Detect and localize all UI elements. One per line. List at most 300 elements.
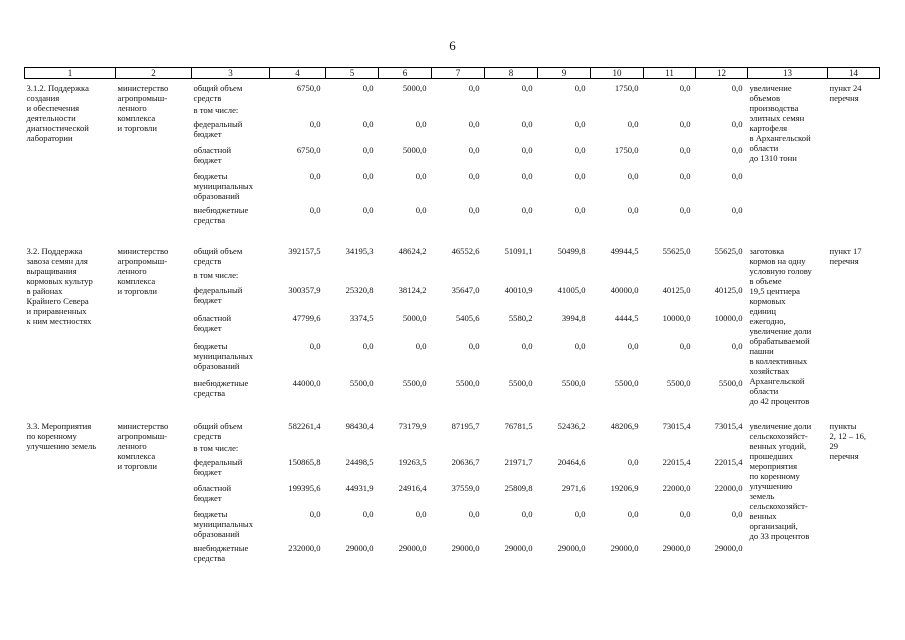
funding-amount: 29000,0 (714, 543, 743, 553)
funding-source-text-line: средства (193, 387, 226, 398)
funding-source-text-line: образований (193, 191, 240, 201)
funding-amount: 73015,4 (662, 421, 691, 431)
activity-name-text-line: завоза семян для (26, 256, 88, 266)
expected-result-text-line: хозяйствах (749, 366, 790, 376)
funding-amount: 48624,2 (398, 246, 427, 256)
funding-amount: 0,0 (468, 205, 480, 215)
funding-source-text (194, 205, 268, 225)
funding-amount: 10000,0 (662, 313, 691, 323)
funding-amount: 5500,0 (508, 377, 533, 388)
funding-amount: 0,0 (309, 205, 321, 215)
funding-amount (538, 443, 591, 457)
executor-text-line: министерство (117, 246, 169, 256)
funding-amount (644, 270, 696, 285)
funding-amount: 0,0 (627, 341, 639, 352)
activity-funding-row (25, 246, 880, 270)
funding-amount (696, 105, 748, 119)
column-number: 9 (538, 68, 591, 79)
funding-amount: 5500,0 (614, 377, 639, 388)
executor (116, 83, 192, 231)
activity-name-text-line: диагностической (26, 123, 89, 133)
funding-amount: 49944,5 (610, 246, 639, 256)
executor-text (118, 83, 190, 133)
funding-amount: 0,0 (574, 83, 586, 93)
activity-name-text-line: 3.2. Поддержка (26, 246, 83, 256)
expected-result-text-line: условную голову (749, 266, 812, 276)
funding-amount: 0,0 (362, 171, 374, 181)
funding-amount: 0,0 (627, 171, 639, 181)
funding-amount: 0,0 (309, 341, 321, 352)
executor-text-line: комплекса (117, 451, 156, 461)
funding-amount: 40125,0 (662, 284, 691, 295)
funding-source-label (192, 457, 270, 483)
funding-amount: 35647,0 (451, 284, 480, 295)
funding-source-text-line: средств (193, 93, 222, 103)
funding-amount: 0,0 (521, 509, 533, 519)
activity-name-text-line: по коренному (26, 431, 77, 441)
funding-amount: 0,0 (521, 341, 533, 352)
expected-result-text-line: сельскохозяйст- (749, 501, 808, 511)
expected-result (748, 246, 828, 406)
expected-result-text-line: в Архангельской (749, 133, 811, 143)
funding-amount: 0,0 (574, 171, 586, 181)
expected-result-text-line: элитных семян (749, 113, 805, 123)
expected-result-text-line: увеличение доли (749, 421, 812, 431)
funding-amount: 40125,0 (714, 284, 743, 295)
funding-amount: 5405,6 (455, 313, 480, 323)
funding-source-label (192, 378, 270, 406)
funding-amount: 0,0 (521, 119, 533, 129)
column-number: 14 (828, 68, 880, 79)
funding-source-text (194, 171, 268, 201)
funding-amount: 46552,6 (451, 246, 480, 256)
activity-name-text-line: улучшению земель (26, 441, 97, 451)
funding-amount: 5500,0 (455, 377, 480, 388)
funding-source-text-line: бюджет (193, 493, 222, 503)
funding-amount: 0,0 (679, 509, 691, 519)
funding-amount: 20464,6 (557, 457, 586, 467)
list-reference-text-line: перечня (829, 93, 859, 103)
funding-amount: 55625,0 (662, 246, 691, 256)
funding-source-label (192, 270, 270, 285)
expected-result-text-line: до 33 процентов (749, 531, 810, 541)
funding-amount: 0,0 (627, 205, 639, 215)
activity-name (25, 83, 116, 231)
funding-amount (379, 443, 432, 457)
funding-amount: 150865,8 (288, 457, 321, 467)
expected-result-text-line: венных угодий, (749, 441, 807, 451)
funding-source-text (194, 483, 268, 503)
funding-amount: 73179,9 (398, 421, 427, 431)
funding-amount: 5500,0 (402, 377, 427, 388)
expected-result-text-line: обрабатываемой (749, 336, 810, 346)
activity-name-text-line: кормовых культур (26, 276, 93, 286)
funding-amount: 40000,0 (610, 284, 639, 295)
activity-name-text-line: 3.1.2. Поддержка (26, 83, 89, 93)
funding-amount: 0,0 (627, 509, 639, 519)
funding-amount: 3374,5 (349, 313, 374, 323)
executor (116, 246, 192, 406)
funding-amount: 24498,5 (345, 457, 374, 467)
funding-amount: 22015,4 (714, 457, 743, 467)
funding-source-text-line: бюджет (193, 155, 222, 165)
column-number: 10 (591, 68, 644, 79)
funding-source-text-line: средства (193, 215, 226, 225)
funding-amount: 22000,0 (714, 483, 743, 493)
funding-amount: 41005,0 (557, 284, 586, 295)
activity-funding-row (25, 83, 880, 105)
expected-result-text-line: увеличение доли (749, 326, 812, 336)
funding-amount: 51091,1 (504, 246, 533, 256)
funding-amount: 10000,0 (714, 313, 743, 323)
funding-source-text-line: областной (193, 313, 232, 323)
funding-source-text-line: средств (193, 431, 222, 441)
funding-amount: 73015,4 (714, 421, 743, 431)
funding-source-text (194, 246, 268, 266)
executor-text-line: агропромыш- (117, 256, 168, 266)
funding-source-text-line: в том числе: (193, 269, 239, 280)
funding-amount: 5000,0 (402, 83, 427, 93)
activity-name-text-line: в районах (26, 286, 63, 296)
funding-amount (538, 105, 591, 119)
funding-amount: 0,0 (362, 205, 374, 215)
funding-amount: 0,0 (627, 457, 639, 467)
funding-source-label (192, 483, 270, 509)
funding-source-label (192, 543, 270, 569)
column-number: 3 (192, 68, 270, 79)
funding-source-label (192, 205, 270, 231)
activity-name-text-line: выращивания (26, 266, 77, 276)
funding-source-label (192, 105, 270, 119)
funding-source-text-line: в том числе: (193, 105, 239, 115)
activity-name (25, 246, 116, 406)
funding-amount: 0,0 (521, 171, 533, 181)
list-reference-text-line: перечня (829, 451, 859, 461)
funding-amount: 47799,6 (292, 313, 321, 323)
activity-name (25, 421, 116, 569)
expected-result-text (750, 421, 826, 541)
funding-amount: 0,0 (574, 205, 586, 215)
expected-result-text-line: области (749, 386, 779, 396)
funding-source-text (194, 285, 268, 305)
funding-source-text-line: общий объем (193, 83, 243, 93)
funding-source-text (194, 543, 268, 563)
funding-source-text-line: образований (193, 361, 240, 372)
executor-text (118, 421, 190, 471)
funding-amount: 6750,0 (296, 145, 321, 155)
activity-name-text-line: Крайнего Севера (26, 296, 89, 306)
expected-result-text-line: области (749, 143, 779, 153)
funding-source-text-line: муниципальных (193, 351, 253, 362)
funding-source-text-line: внебюджетные (193, 377, 249, 388)
funding-amount: 20636,7 (451, 457, 480, 467)
funding-amount: 0,0 (731, 205, 743, 215)
activity-name-text-line: к ним местностях (26, 316, 92, 326)
list-reference-text-line: пункт 17 (829, 246, 862, 256)
executor-text-line: агропромыш- (117, 93, 168, 103)
expected-result-text-line: мероприятия (749, 461, 798, 471)
expected-result-text-line: объемов (749, 93, 781, 103)
funding-amount: 38124,2 (398, 284, 427, 295)
column-number: 11 (644, 68, 696, 79)
activity-name-text-line: создания (26, 93, 60, 103)
activity-name-text (27, 246, 114, 326)
executor (116, 421, 192, 569)
funding-source-text (194, 119, 268, 139)
funding-amount: 29000,0 (451, 543, 480, 553)
funding-amount: 0,0 (468, 83, 480, 93)
funding-amount: 0,0 (309, 509, 321, 519)
expected-result-text (750, 83, 826, 163)
funding-source-label (192, 313, 270, 341)
column-number: 12 (696, 68, 748, 79)
funding-source-label (192, 83, 270, 105)
funding-amount: 24916,4 (398, 483, 427, 493)
funding-source-text (194, 421, 268, 441)
funding-source-label (192, 145, 270, 171)
column-number: 13 (748, 68, 828, 79)
funding-amount (379, 270, 432, 285)
funding-amount: 0,0 (468, 145, 480, 155)
expected-result-text-line: до 1310 тонн (749, 153, 797, 163)
funding-amount: 0,0 (468, 341, 480, 352)
column-number-row (25, 68, 880, 79)
list-reference-text-line: 29 (829, 441, 839, 451)
funding-amount: 5500,0 (349, 377, 374, 388)
funding-amount: 29000,0 (662, 543, 691, 553)
funding-amount (696, 443, 748, 457)
funding-source-text-line: бюджет (193, 467, 222, 477)
list-reference-text-line: 2, 12 – 16, (829, 431, 867, 441)
funding-amount: 76781,5 (504, 421, 533, 431)
funding-amount: 0,0 (679, 119, 691, 129)
executor-text-line: и торговли (117, 286, 157, 296)
funding-amount: 5500,0 (666, 377, 691, 388)
funding-amount: 40010,9 (504, 284, 533, 295)
funding-source-text (194, 83, 268, 103)
expected-result-text-line: по коренному (749, 471, 800, 481)
funding-amount: 0,0 (415, 205, 427, 215)
funding-amount: 5500,0 (561, 377, 586, 388)
funding-amount: 0,0 (362, 119, 374, 129)
funding-amount: 5000,0 (402, 145, 427, 155)
activity-name-text (27, 83, 114, 143)
funding-amount: 582261,4 (288, 421, 321, 431)
list-reference-text (830, 83, 878, 103)
funding-amount: 0,0 (574, 145, 586, 155)
funding-amount: 0,0 (679, 205, 691, 215)
funding-amount (270, 443, 326, 457)
expected-result-text-line: увеличение (749, 83, 792, 93)
funding-amount: 44931,9 (345, 483, 374, 493)
funding-source-text-line: областной (193, 483, 232, 493)
funding-amount: 0,0 (468, 509, 480, 519)
funding-amount (326, 270, 379, 285)
funding-amount (432, 270, 485, 285)
list-reference-text-line: пункты (829, 421, 857, 431)
funding-amount: 0,0 (309, 119, 321, 129)
activity-name-text-line: 3.3. Мероприятия (26, 421, 92, 431)
expected-result-text-line: единиц (749, 306, 776, 316)
funding-amount: 0,0 (679, 83, 691, 93)
funding-source-label (192, 171, 270, 205)
funding-source-text-line: бюджеты (193, 509, 228, 519)
funding-amount: 0,0 (574, 509, 586, 519)
funding-amount: 0,0 (415, 171, 427, 181)
funding-source-text-line: федеральный (193, 119, 243, 129)
funding-amount: 3994,8 (561, 313, 586, 323)
funding-source-text (194, 457, 268, 477)
funding-amount: 0,0 (521, 83, 533, 93)
funding-source-text-line: образований (193, 529, 240, 539)
expected-result-text-line: сельскохозяйст- (749, 431, 808, 441)
funding-amount: 22015,4 (662, 457, 691, 467)
funding-amount: 29000,0 (345, 543, 374, 553)
expected-result-text-line: кормов на одну (749, 256, 806, 266)
funding-source-text-line: бюджет (193, 129, 222, 139)
expected-result-text (750, 246, 826, 406)
funding-amount: 232000,0 (288, 543, 321, 553)
funding-amount: 0,0 (679, 145, 691, 155)
funding-amount: 50499,8 (557, 246, 586, 256)
funding-amount: 34195,3 (345, 246, 374, 256)
funding-source-text-line: средств (193, 256, 222, 266)
funding-amount: 5000,0 (402, 313, 427, 323)
funding-amount: 87195,7 (451, 421, 480, 431)
funding-amount: 0,0 (731, 83, 743, 93)
funding-amount (270, 270, 326, 285)
funding-amount: 1750,0 (614, 83, 639, 93)
funding-amount: 22000,0 (662, 483, 691, 493)
funding-source-text (194, 313, 268, 333)
funding-amount: 0,0 (731, 145, 743, 155)
funding-amount (485, 105, 538, 119)
funding-amount (379, 105, 432, 119)
funding-amount (432, 443, 485, 457)
funding-source-label (192, 509, 270, 543)
funding-amount: 0,0 (731, 341, 743, 352)
funding-amount: 199395,6 (288, 483, 321, 493)
funding-source-text-line: федеральный (193, 457, 243, 467)
expected-result (748, 83, 828, 231)
funding-amount: 29000,0 (557, 543, 586, 553)
funding-amount: 0,0 (731, 171, 743, 181)
column-number: 5 (326, 68, 379, 79)
funding-amount: 52436,2 (557, 421, 586, 431)
activity-name-text-line: деятельности (26, 113, 76, 123)
funding-amount: 0,0 (362, 341, 374, 352)
funding-amount: 0,0 (415, 119, 427, 129)
funding-amount: 0,0 (679, 341, 691, 352)
expected-result-text-line: организаций, (749, 521, 798, 531)
funding-amount (538, 270, 591, 285)
funding-amount: 0,0 (309, 171, 321, 181)
executor-text-line: и торговли (117, 123, 157, 133)
funding-source-text-line: областной (193, 145, 232, 155)
funding-amount: 2971,6 (561, 483, 586, 493)
expected-result-text-line: заготовка (749, 246, 785, 256)
funding-source-text (194, 341, 268, 371)
funding-source-text-line: муниципальных (193, 519, 253, 529)
program-activities-table (24, 67, 880, 569)
expected-result-text-line: производства (749, 103, 799, 113)
funding-amount: 0,0 (521, 145, 533, 155)
funding-source-text (194, 145, 268, 165)
expected-result-text-line: венных (749, 511, 777, 521)
expected-result-text-line: пашни (749, 346, 774, 356)
funding-amount: 1750,0 (614, 145, 639, 155)
funding-amount: 44000,0 (292, 377, 321, 388)
expected-result-text-line: земель (749, 491, 775, 501)
funding-amount (591, 105, 644, 119)
funding-amount: 25320,8 (345, 284, 374, 295)
funding-source-label (192, 443, 270, 457)
funding-amount: 5580,2 (508, 313, 533, 323)
funding-source-text-line: в том числе: (193, 443, 239, 453)
funding-amount: 0,0 (415, 509, 427, 519)
funding-source-label (192, 285, 270, 313)
funding-source-text-line: средства (193, 553, 226, 563)
executor-text-line: министерство (117, 83, 169, 93)
funding-amount: 0,0 (574, 341, 586, 352)
funding-source-text-line: бюджет (193, 294, 222, 305)
funding-amount: 4444,5 (614, 313, 639, 323)
list-reference-text (830, 246, 878, 266)
column-number: 7 (432, 68, 485, 79)
executor-text-line: агропромыш- (117, 431, 168, 441)
expected-result-text-line: 19,5 центнера (749, 286, 800, 296)
funding-amount: 0,0 (362, 509, 374, 519)
funding-amount: 19263,5 (398, 457, 427, 467)
activity-name-text-line: и приравненных (26, 306, 87, 316)
expected-result-text-line: в объеме (749, 276, 782, 286)
funding-amount: 0,0 (362, 83, 374, 93)
funding-amount (326, 105, 379, 119)
expected-result-text-line: улучшению (749, 481, 793, 491)
expected-result-text-line: ежегодно, (749, 316, 786, 326)
funding-source-text (194, 509, 268, 539)
funding-amount: 29000,0 (398, 543, 427, 553)
list-reference-text-line: пункт 24 (829, 83, 862, 93)
funding-source-text-line: муниципальных (193, 181, 253, 191)
column-number: 4 (270, 68, 326, 79)
funding-source-label (192, 119, 270, 145)
list-reference (828, 421, 880, 569)
funding-amount: 0,0 (415, 341, 427, 352)
funding-amount (485, 443, 538, 457)
funding-amount: 0,0 (574, 119, 586, 129)
column-number: 1 (25, 68, 116, 79)
funding-source-text-line: бюджеты (193, 341, 228, 352)
activity-name-text (27, 421, 114, 451)
funding-source-text (194, 270, 268, 280)
funding-source-text-line: бюджет (193, 323, 222, 333)
funding-amount: 0,0 (731, 119, 743, 129)
funding-source-label (192, 246, 270, 270)
funding-amount (591, 270, 644, 285)
expected-result-text-line: картофеля (749, 123, 788, 133)
funding-source-text (194, 105, 268, 115)
funding-amount: 0,0 (731, 509, 743, 519)
funding-amount: 300357,9 (288, 284, 321, 295)
funding-amount (644, 105, 696, 119)
funding-amount (326, 443, 379, 457)
executor-text-line: министерство (117, 421, 169, 431)
list-reference (828, 246, 880, 406)
funding-amount: 48206,9 (610, 421, 639, 431)
page-number: 6 (449, 38, 456, 53)
executor-text-line: ленного (117, 103, 147, 113)
